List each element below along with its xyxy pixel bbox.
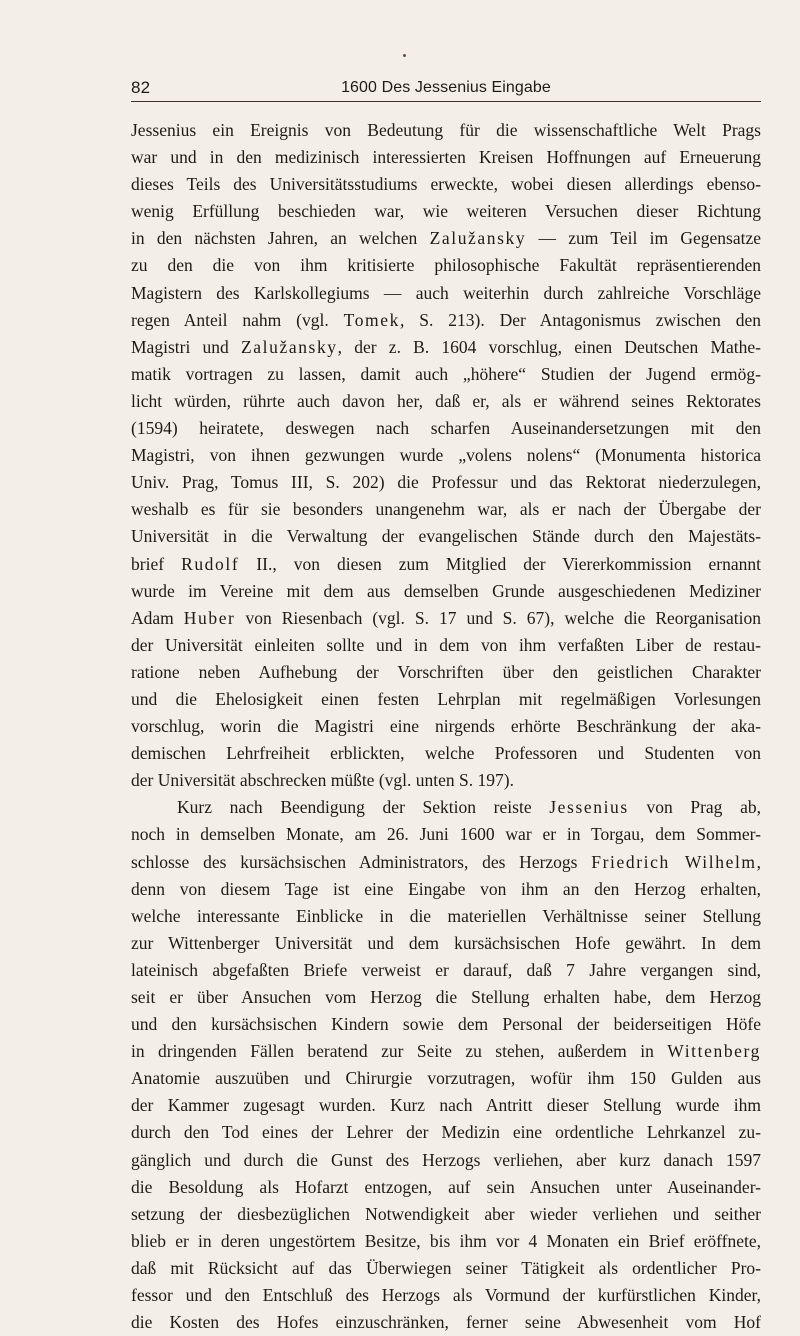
text-line bbox=[131, 1092, 761, 1119]
line-segment: noch in demselben Monate, am 26. Juni 1600 war er in Torgau, dem Sommer- bbox=[131, 824, 761, 845]
line-segment: licht würden, rührte auch davon her, daß er, als er während seines Rektorates bbox=[131, 390, 761, 411]
line-segment: gänglich und durch die Gunst des Herzogs verliehen, aber kurz danach 1597 bbox=[131, 1149, 761, 1170]
line-segment: — zum Teil im Gegensatze bbox=[526, 228, 761, 249]
text-line bbox=[131, 740, 761, 767]
line-segment: dieses Teils des Universitätsstudiums erweckte, wobei diesen allerdings ebenso- bbox=[131, 174, 761, 195]
line-segment: von Prag ab, bbox=[628, 797, 761, 818]
text-line bbox=[131, 605, 761, 632]
line-segment: durch den Tod eines der Lehrer der Medizin eine ordentliche Lehrkanzel zu- bbox=[131, 1122, 761, 1143]
running-head bbox=[131, 77, 761, 102]
line-segment: regen Anteil nahm (vgl. bbox=[131, 309, 344, 330]
text-line bbox=[131, 442, 761, 469]
body-text bbox=[131, 117, 761, 1336]
text-line bbox=[131, 415, 761, 442]
text-line bbox=[131, 767, 761, 794]
spaced-name: Zalužansky bbox=[429, 228, 527, 249]
line-segment: Universität in die Verwaltung der evangelischen Stände durch den Majestäts- bbox=[131, 526, 761, 547]
text-line bbox=[131, 551, 761, 578]
text-line bbox=[131, 388, 761, 415]
line-segment: wenig Erfüllung beschieden war, wie weiteren Versuchen dieser Richtung bbox=[131, 201, 761, 222]
text-line bbox=[131, 659, 761, 686]
line-segment: setzung der diesbezüglichen Notwendigkeit aber wieder verliehen und seither bbox=[131, 1203, 761, 1224]
line-segment: war und in den medizinisch interessierten Kreisen Hoffnungen auf Erneuerung bbox=[131, 147, 761, 168]
line-segment: , S. 213). Der Antagonismus zwischen den bbox=[399, 309, 761, 330]
text-line bbox=[131, 821, 761, 848]
line-segment: Magistri und bbox=[131, 336, 241, 357]
spaced-name: Jessenius bbox=[549, 797, 629, 818]
text-line bbox=[131, 252, 761, 279]
spaced-name: Huber bbox=[183, 607, 236, 628]
line-segment: , bbox=[756, 851, 761, 872]
line-segment: daß mit Rücksicht auf das Überwiegen seiner Tätigkeit als ordentlicher Pro- bbox=[131, 1257, 761, 1278]
text-line bbox=[131, 1174, 761, 1201]
line-segment: Magistern des Karlskollegiums — auch weiterhin durch zahlreiche Vorschläge bbox=[131, 282, 761, 303]
text-line bbox=[131, 144, 761, 171]
text-line bbox=[131, 1011, 761, 1038]
line-segment: Univ. Prag, Tomus III, S. 202) die Professur und das Rektorat niederzulegen, bbox=[131, 472, 761, 493]
text-line bbox=[131, 1201, 761, 1228]
line-segment: Adam bbox=[131, 607, 184, 628]
text-line bbox=[131, 1228, 761, 1255]
line-segment: brief bbox=[131, 553, 182, 574]
text-line bbox=[131, 225, 761, 252]
line-segment: (1594) heiratete, deswegen nach scharfen Auseinandersetzungen mit den bbox=[131, 418, 761, 439]
line-segment: zu den die von ihm kritisierte philosophische Fakultät repräsentierenden bbox=[131, 255, 761, 276]
text-line bbox=[131, 984, 761, 1011]
text-line bbox=[131, 280, 761, 307]
line-segment: wurde im Vereine mit dem aus demselben Grunde ausgeschiedenen Mediziner bbox=[131, 580, 761, 601]
line-segment: von Riesenbach (vgl. S. 17 und S. 67), welche die Reorganisation bbox=[235, 607, 761, 628]
line-segment: vorschlug, worin die Magistri eine nirgends erhörte Beschränkung der aka- bbox=[131, 716, 761, 737]
spaced-name: Wittenberg bbox=[667, 1041, 761, 1062]
page-number: 82 bbox=[131, 78, 151, 97]
text-line bbox=[131, 930, 761, 957]
line-segment: in dringenden Fällen beratend zur Seite zu stehen, außerdem in bbox=[131, 1041, 668, 1062]
line-segment: denn von diesem Tage ist eine Eingabe von ihm an den Herzog erhalten, bbox=[131, 878, 761, 899]
text-line bbox=[131, 1065, 761, 1092]
line-segment: der Kammer zugesagt wurden. Kurz nach Antritt dieser Stellung wurde ihm bbox=[131, 1095, 761, 1116]
spaced-name: Rudolf bbox=[181, 553, 240, 574]
line-segment: weshalb es für sie besonders unangenehm war, als er nach der Übergabe der bbox=[131, 499, 761, 520]
line-segment: lateinisch abgefaßten Briefe verweist er darauf, daß 7 Jahre vergangen sind, bbox=[131, 959, 761, 980]
line-segment: Anatomie auszuüben und Chirurgie vorzutragen, wofür ihm 150 Gulden aus bbox=[131, 1068, 761, 1089]
line-segment: II., von diesen zum Mitglied der Viererkommission ernannt bbox=[239, 553, 761, 574]
line-segment: der Universität einleiten sollte und in dem von ihm verfaßten Liber de restau- bbox=[131, 634, 761, 655]
print-speck bbox=[403, 54, 406, 57]
text-line bbox=[131, 1147, 761, 1174]
text-line bbox=[131, 334, 761, 361]
text-line bbox=[131, 117, 761, 144]
text-line bbox=[131, 307, 761, 334]
line-segment: , der z. B. 1604 vorschlug, einen Deutschen Mathe- bbox=[337, 336, 761, 357]
text-line bbox=[131, 361, 761, 388]
text-line bbox=[131, 794, 761, 821]
spaced-name: Tomek bbox=[343, 309, 400, 330]
line-segment: die Besoldung als Hofarzt entzogen, auf sein Ansuchen unter Auseinander- bbox=[131, 1176, 761, 1197]
text-line bbox=[131, 1119, 761, 1146]
line-segment: die Kosten des Hofes einzuschränken, ferner seine Abwesenheit vom Hof bbox=[131, 1312, 761, 1333]
text-line bbox=[131, 1038, 761, 1065]
line-segment: Jessenius ein Ereignis von Bedeutung für die wissenschaftliche Welt Prags bbox=[131, 120, 761, 140]
line-segment: demischen Lehrfreiheit erblickten, welche Professoren und Studenten von bbox=[131, 743, 761, 764]
text-line bbox=[131, 523, 761, 550]
line-segment: fessor und den Entschluß des Herzogs als Vormund der kurfürstlichen Kinder, bbox=[131, 1285, 761, 1306]
text-line bbox=[131, 1255, 761, 1282]
text-line bbox=[131, 171, 761, 198]
line-segment: welche interessante Einblicke in die materiellen Verhältnisse seiner Stellung bbox=[131, 905, 761, 926]
text-line bbox=[131, 1282, 761, 1309]
text-line bbox=[131, 957, 761, 984]
line-segment: schlosse des kursächsischen Administrators, des Herzogs bbox=[131, 851, 592, 872]
running-title: 1600 Des Jessenius Eingabe bbox=[341, 79, 551, 96]
text-line bbox=[131, 632, 761, 659]
line-segment: Kurz nach Beendigung der Sektion reiste bbox=[177, 797, 550, 818]
line-segment: zur Wittenberger Universität und dem kursächsischen Hofe gewährt. In dem bbox=[131, 932, 761, 953]
line-segment: seit er über Ansuchen vom Herzog die Stellung erhalten habe, dem Herzog bbox=[131, 987, 761, 1007]
text-line bbox=[131, 849, 761, 876]
spaced-name: Zalužansky bbox=[240, 336, 338, 357]
line-segment: Magistri, von ihnen gezwungen wurde „volens nolens“ (Monumenta historica bbox=[131, 445, 761, 466]
text-line bbox=[131, 1309, 761, 1336]
text-line bbox=[131, 713, 761, 740]
spaced-name: Friedrich Wilhelm bbox=[591, 851, 757, 872]
text-line bbox=[131, 876, 761, 903]
text-line bbox=[131, 198, 761, 225]
text-line bbox=[131, 578, 761, 605]
text-line bbox=[131, 469, 761, 496]
line-segment: der Universität abschrecken müßte (vgl. unten S. 197). bbox=[131, 770, 514, 791]
line-segment: matik vortragen zu lassen, damit auch „höhere“ Studien der Jugend ermög- bbox=[131, 363, 761, 384]
text-line bbox=[131, 496, 761, 523]
line-segment: und die Ehelosigkeit einen festen Lehrplan mit regelmäßigen Vorlesungen bbox=[131, 688, 761, 709]
text-line bbox=[131, 686, 761, 713]
text-line bbox=[131, 903, 761, 930]
line-segment: und den kursächsischen Kindern sowie dem Personal der beiderseitigen Höfe bbox=[131, 1014, 761, 1035]
line-segment: ratione neben Aufhebung der Vorschriften über den geistlichen Charakter bbox=[131, 661, 761, 682]
line-segment: in den nächsten Jahren, an welchen bbox=[131, 228, 430, 249]
line-segment: blieb er in deren ungestörtem Besitze, bis ihm vor 4 Monaten ein Brief eröffnete, bbox=[131, 1230, 761, 1251]
